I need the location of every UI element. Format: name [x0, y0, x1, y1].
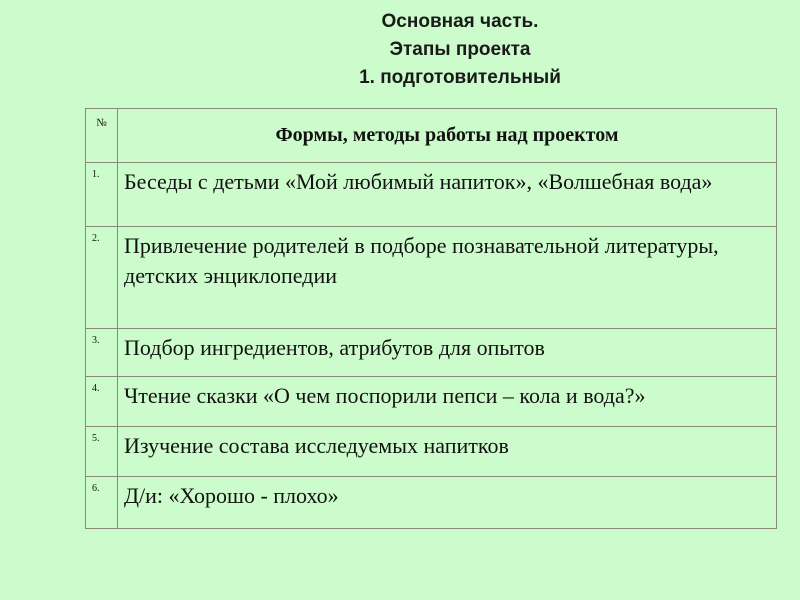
row-number: 1.	[86, 163, 118, 227]
project-stages-table	[85, 108, 777, 529]
row-number: 4.	[86, 377, 118, 427]
row-text: Д/и: «Хорошо - плохо»	[118, 477, 777, 529]
table-row	[86, 427, 777, 477]
table-row	[86, 377, 777, 427]
table-row	[86, 477, 777, 529]
title-line-3: 1. подготовительный	[359, 67, 561, 88]
row-text: Изучение состава исследуемых напитков	[118, 427, 777, 477]
title-line-1: Основная часть.	[381, 11, 539, 32]
row-text: Подбор ингредиентов, атрибутов для опытов	[118, 329, 777, 377]
header-number: №	[86, 109, 118, 163]
row-text: Привлечение родителей в подборе познавательной литературы, детских энциклопедии	[118, 227, 777, 329]
row-number: 3.	[86, 329, 118, 377]
row-text: Чтение сказки «О чем поспорили пепси – кола и вода?»	[118, 377, 777, 427]
table-row	[86, 329, 777, 377]
row-number: 5.	[86, 427, 118, 477]
table-header-row	[86, 109, 777, 163]
row-number: 6.	[86, 477, 118, 529]
slide-title	[0, 8, 800, 92]
header-forms: Формы, методы работы над проектом	[118, 109, 777, 163]
title-line-2: Этапы проекта	[389, 39, 531, 60]
table-row	[86, 163, 777, 227]
row-text: Беседы с детьми «Мой любимый напиток», «Волшебная вода»	[118, 163, 777, 227]
row-number: 2.	[86, 227, 118, 329]
table-row	[86, 227, 777, 329]
